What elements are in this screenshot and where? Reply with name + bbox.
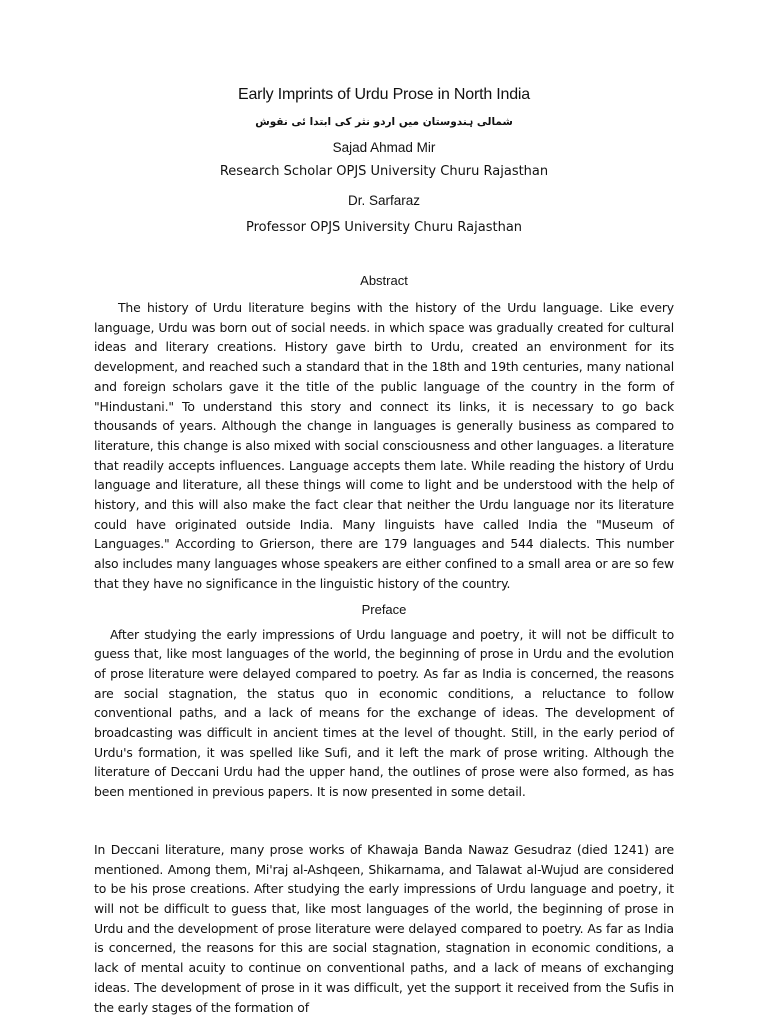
abstract-text: The history of Urdu literature begins with the history of the Urdu language. Like every language, Urdu was born out of social needs. in which space was gradually created for cultural ideas and literary creations. History gave birth to Urdu, created an environment for its development, and reached such a standard that in the 18th and 19th centuries, many national and foreign scholars gave it the title of the public language of the country in the form of "Hindustani." To understand this story and connect its links, it is necessary to go back thousands of years. Although the change in languages is generally business as compared to literature, this change is also mixed with social consciousness and other languages. a literature that readily accepts influences. Language accepts them late. While reading the history of Urdu language and literature, all these things will come to light and be understood with the help of history, and this will also make the fact clear that neither the Urdu language nor its literature could have originated outside India. Many linguists have called India the "Museum of Languages." According to Grierson, there are 179 languages and 544 dialects. This number also includes many languages whose speakers are either confined to a small area or are so few that they have no significance in the linguistic history of the country. (94, 300, 674, 591)
abstract-heading: Abstract (360, 273, 408, 288)
paper-title: Early Imprints of Urdu Prose in North India (238, 86, 530, 103)
author-name: Dr. Sarfaraz (347, 193, 421, 208)
body-paragraph: In Deccani literature, many prose works of Khawaja Banda Nawaz Gesudraz (died 1241) are mentioned. Among them, Mi'raj al-Ashqeen, Shikarnama, and Talawat al-Wujud are considered to be his prose creations. After studying the early impressions of Urdu language and poetry, it will not be difficult to guess that, like most languages of the world, the beginning of prose in Urdu and the development of prose literature were delayed compared to poetry. As far as India is concerned, the reasons for this are social stagnation, stagnation in economic conditions, a lack of mental acuity to continue on conventional paths, and a lack of means of exchanging ideas. The development of prose in it was difficult, yet the support it received from the Sufis in the early stages of the formation of (94, 841, 674, 1015)
author-affiliation: Professor OPJS University Churu Rajasthan (245, 220, 523, 235)
preface-heading: Preface (361, 601, 407, 617)
author-name: Sajad Ahmad Mir (332, 140, 436, 155)
author-affiliation: Research Scholar OPJS University Churu Rajasthan (219, 164, 549, 179)
urdu-title: شمالی ہندوستان میں اردو نثر کی ابتدا ئی نقوش (255, 116, 513, 128)
preface-text: After studying the early impressions of Urdu language and poetry, it will not be difficult to guess that, like most languages of the world, the beginning of prose in Urdu and the evolution of prose literature were delayed compared to poetry. As far as India is concerned, the reasons are social stagnation, the status quo in economic conditions, a reluctance to follow conventional paths, and a lack of means for the exchange of ideas. The development of broadcasting was difficult in ancient times at the level of thought. Still, in the early period of Urdu's formation, it was spelled like Sufi, and it left the mark of prose writing. Although the literature of Deccani Urdu had the upper hand, the outlines of prose were also formed, as has been mentioned in previous papers. It is now presented in some detail. (94, 626, 674, 800)
